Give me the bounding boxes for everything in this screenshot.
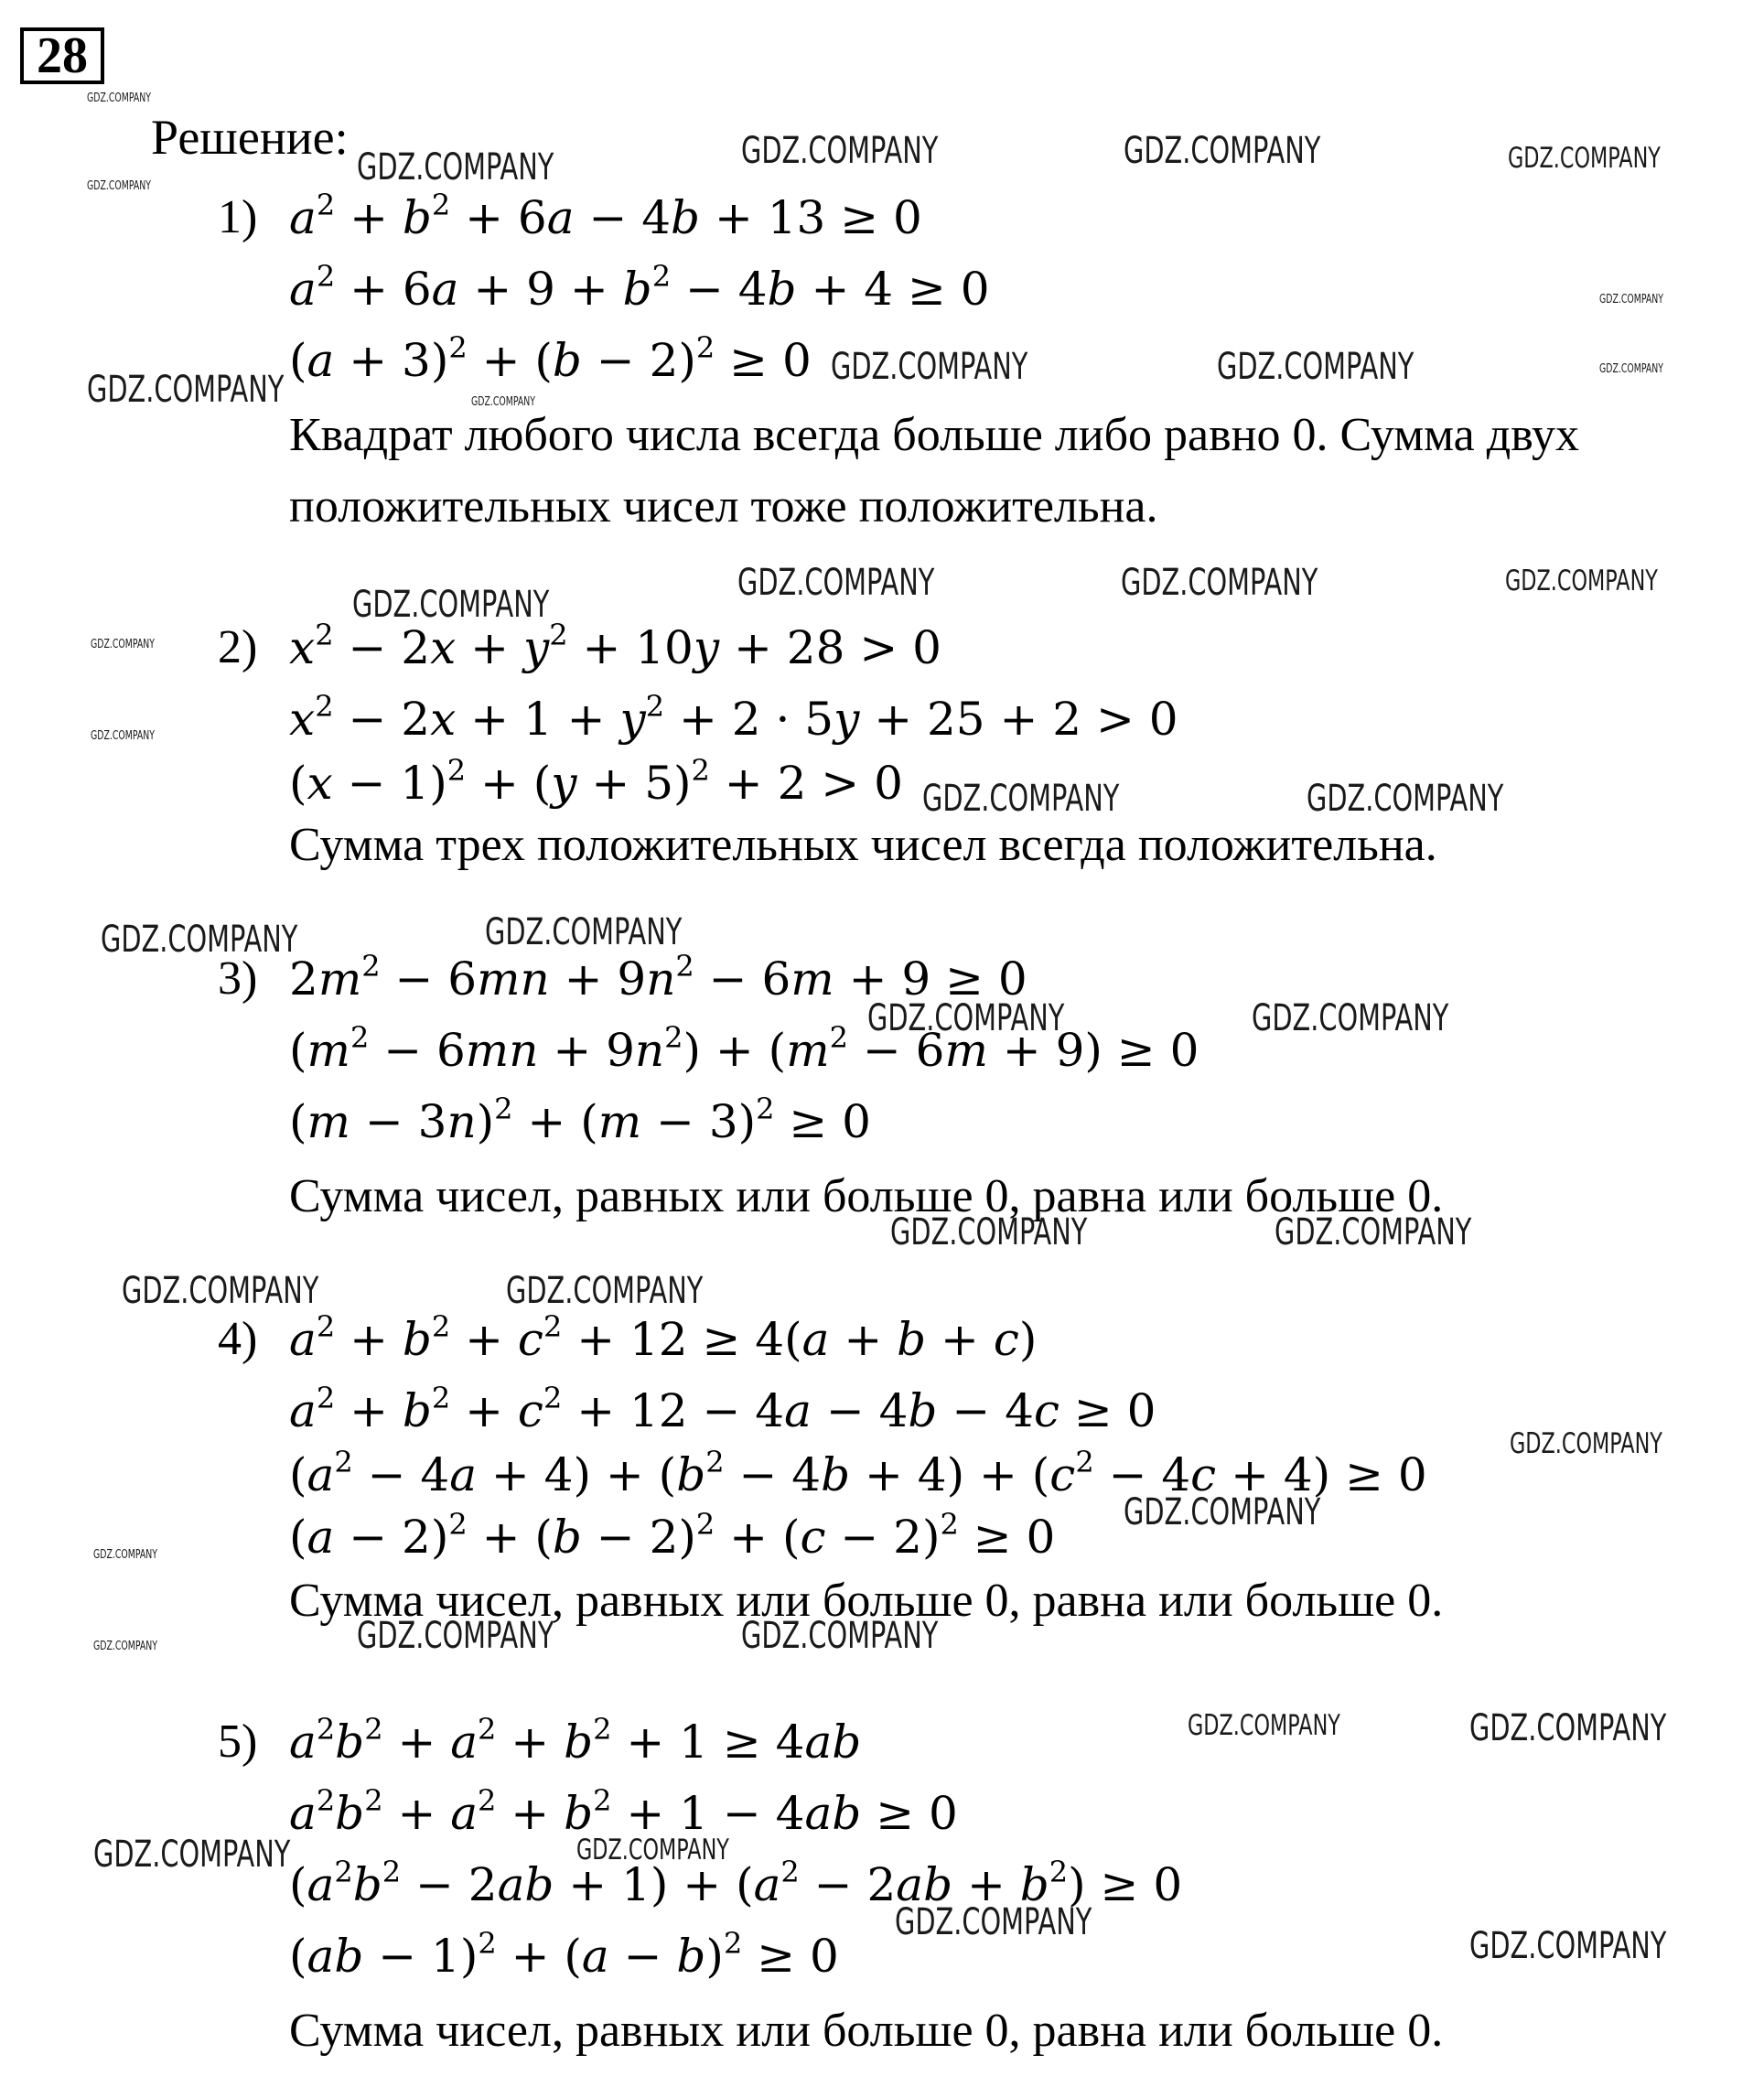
math-line: $a^2 + b^2 + c^2 + 12 \ge 4(a + b + c)$ — [289, 1309, 1038, 1366]
watermark: GDZ.COMPANY — [93, 1640, 157, 1653]
watermark: GDZ.COMPANY — [357, 1615, 554, 1657]
watermark: GDZ.COMPANY — [867, 997, 1065, 1039]
watermark: GDZ.COMPANY — [101, 919, 298, 961]
watermark: GDZ.COMPANY — [1599, 293, 1663, 307]
problem-label: 5) — [218, 1716, 258, 1768]
watermark: GDZ.COMPANY — [93, 1834, 291, 1876]
watermark: GDZ.COMPANY — [91, 729, 155, 743]
math-line: $a^2 + 6a + 9 + b^2 - 4b + 4 \ge 0$ — [289, 259, 990, 316]
watermark: GDZ.COMPANY — [576, 1834, 729, 1866]
math-line: $(x - 1)^2 + (y + 5)^2 + 2 > 0$ — [289, 753, 903, 810]
explanation-text: Сумма трех положительных чисел всегда положительна. — [289, 819, 1437, 871]
watermark: GDZ.COMPANY — [352, 584, 550, 626]
watermark: GDZ.COMPANY — [1505, 565, 1658, 597]
watermark: GDZ.COMPANY — [91, 638, 155, 651]
math-line: $(a - 2)^2 + (b - 2)^2 + (c - 2)^2 \ge 0$ — [289, 1507, 1056, 1564]
watermark: GDZ.COMPANY — [741, 130, 939, 172]
math-line: $2m^2 - 6mn + 9n^2 - 6m + 9 \ge 0$ — [289, 949, 1027, 1006]
math-line: $(a + 3)^2 + (b - 2)^2 \ge 0$ — [289, 330, 812, 387]
task-number: 28 — [20, 27, 104, 84]
math-line: $(a^2 - 4a + 4) + (b^2 - 4b + 4) + (c^2 - 4c + 4) \ge 0$ — [289, 1445, 1427, 1501]
watermark: GDZ.COMPANY — [1275, 1211, 1472, 1253]
watermark: GDZ.COMPANY — [831, 346, 1028, 388]
watermark: GDZ.COMPANY — [1510, 1427, 1662, 1460]
watermark: GDZ.COMPANY — [1124, 130, 1321, 172]
explanation-text: Сумма чисел, равных или больше 0, равна или больше 0. — [289, 2005, 1444, 2057]
watermark: GDZ.COMPANY — [890, 1211, 1088, 1253]
watermark: GDZ.COMPANY — [357, 146, 554, 188]
math-line: $a^2b^2 + a^2 + b^2 + 1 \ge 4ab$ — [289, 1712, 862, 1769]
problem-label: 2) — [218, 621, 258, 673]
watermark: GDZ.COMPANY — [1469, 1707, 1667, 1749]
math-line: $(ab - 1)^2 + (a - b)^2 \ge 0$ — [289, 1926, 839, 1983]
explanation-text: Сумма чисел, равных или больше 0, равна или больше 0. — [289, 1170, 1444, 1222]
watermark: GDZ.COMPANY — [87, 369, 285, 411]
watermark: GDZ.COMPANY — [93, 1548, 157, 1562]
watermark: GDZ.COMPANY — [1252, 997, 1449, 1039]
solution-heading: Решение: — [151, 110, 349, 165]
watermark: GDZ.COMPANY — [87, 91, 151, 105]
math-line: $a^2b^2 + a^2 + b^2 + 1 - 4ab \ge 0$ — [289, 1783, 958, 1840]
watermark: GDZ.COMPANY — [895, 1901, 1092, 1943]
watermark: GDZ.COMPANY — [737, 562, 935, 604]
watermark: GDZ.COMPANY — [1508, 142, 1661, 175]
watermark: GDZ.COMPANY — [1188, 1709, 1340, 1742]
watermark: GDZ.COMPANY — [506, 1270, 704, 1312]
math-line: $x^2 - 2x + y^2 + 10y + 28 > 0$ — [289, 618, 941, 674]
math-line: $a^2 + b^2 + c^2 + 12 - 4a - 4b - 4c \ge 0$ — [289, 1381, 1156, 1437]
math-line: $(m - 3n)^2 + (m - 3)^2 \ge 0$ — [289, 1092, 871, 1148]
watermark: GDZ.COMPANY — [922, 778, 1120, 820]
watermark: GDZ.COMPANY — [1599, 362, 1663, 376]
math-line: $(a^2b^2 - 2ab + 1) + (a^2 - 2ab + b^2) \ge 0$ — [289, 1855, 1183, 1911]
problem-label: 3) — [218, 952, 258, 1005]
explanation-text: Сумма чисел, равных или больше 0, равна или больше 0. — [289, 1575, 1444, 1627]
watermark: GDZ.COMPANY — [1217, 346, 1414, 388]
watermark: GDZ.COMPANY — [87, 179, 151, 193]
problem-label: 4) — [218, 1313, 258, 1365]
math-line: $(m^2 - 6mn + 9n^2) + (m^2 - 6m + 9) \ge 0$ — [289, 1020, 1199, 1077]
watermark: GDZ.COMPANY — [1307, 778, 1504, 820]
explanation-text: положительных чисел тоже положительна. — [289, 480, 1158, 532]
explanation-text: Квадрат любого числа всегда больше либо равно 0. Сумма двух — [289, 409, 1579, 461]
math-line: $a^2 + b^2 + 6a - 4b + 13 \ge 0$ — [289, 188, 922, 244]
math-line: $x^2 - 2x + 1 + y^2 + 2 \cdot 5y + 25 + 2 > 0$ — [289, 689, 1178, 746]
watermark: GDZ.COMPANY — [1121, 562, 1318, 604]
watermark: GDZ.COMPANY — [122, 1270, 319, 1312]
watermark: GDZ.COMPANY — [471, 395, 535, 409]
problem-label: 1) — [218, 191, 258, 243]
watermark: GDZ.COMPANY — [485, 911, 683, 953]
watermark: GDZ.COMPANY — [1469, 1925, 1667, 1967]
watermark: GDZ.COMPANY — [741, 1615, 939, 1657]
watermark: GDZ.COMPANY — [1124, 1491, 1321, 1533]
